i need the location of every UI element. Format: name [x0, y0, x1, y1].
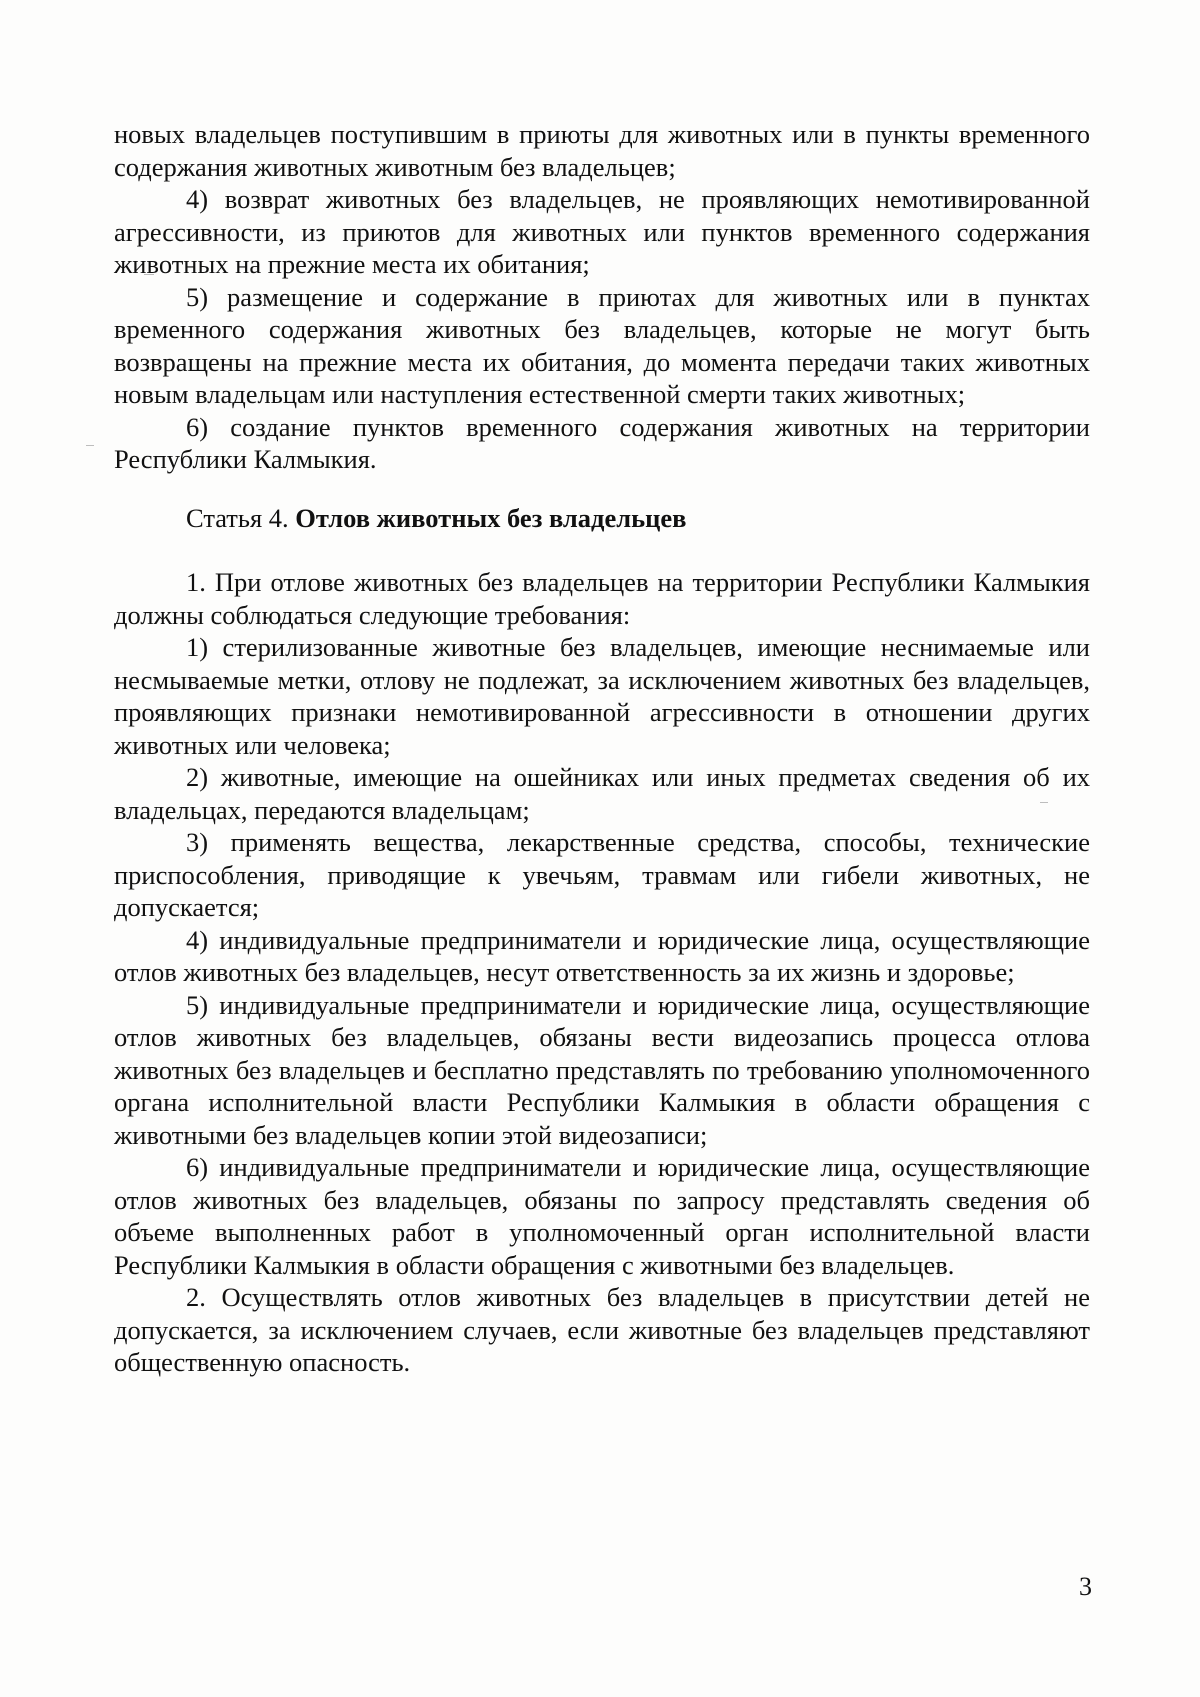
requirement-item-1: 1) стерилизованные животные без владельцев, имеющие неснимаемые или несмываемые метки, отлову не подлежат, за исключением животных без владельцев, проявляющих признаки немотивированной агрессивности в отношении других животных или человека;: [114, 632, 1090, 760]
list-item-5: 5) размещение и содержание в приютах для животных или в пунктах временного содержания животных без владельцев, которые не могут быть возвращены на прежние места их обитания, до момента передачи таких животных новым владельцам или наступления естественной смерти таких животных;: [114, 281, 1090, 409]
scan-artifact-line: [86, 445, 94, 446]
paragraph-continuation: новых владельцев поступившим в приюты для животных или в пункты временного содержания животных животным без владельцев;: [114, 119, 1090, 182]
requirement-item-5: 5) индивидуальные предприниматели и юридические лица, осуществляющие отлов животных без владельцев, обязаны вести видеозапись процесса отлова животных без владельцев и бесплатно представлять по требованию уполномоченного органа исполнительной власти Республики Калмыкия в области обращения с животными без владельцев копии этой видеозаписи;: [114, 989, 1090, 1150]
requirement-item-3: 3) применять вещества, лекарственные средства, способы, технические приспособления, приводящие к увечьям, травмам или гибели животных, не допускается;: [114, 827, 1090, 922]
document-body: [114, 118, 1090, 1379]
article-number: Статья 4.: [186, 502, 289, 533]
article-clause-2: 2. Осуществлять отлов животных без владельцев в присутствии детей не допускается, за исключением случаев, если животные без владельцев представляют общественную опасность.: [114, 1282, 1090, 1377]
article-clause-1: 1. При отлове животных без владельцев на территории Республики Калмыкия должны соблюдаться следующие требования:: [114, 567, 1090, 630]
list-item-6: 6) создание пунктов временного содержания животных на территории Республики Калмыкия.: [114, 411, 1090, 474]
article-title: Отлов животных без владельцев: [295, 502, 687, 533]
page-number: 3: [1079, 1572, 1092, 1601]
list-item-4: 4) возврат животных без владельцев, не проявляющих немотивированной агрессивности, из приютов для животных или пунктов временного содержания животных на прежние места их обитания;: [114, 184, 1090, 279]
requirement-item-2: 2) животные, имеющие на ошейниках или иных предметах сведения об их владельцах, передаются владельцам;: [114, 762, 1090, 825]
article-heading: [186, 502, 1090, 535]
requirement-item-4: 4) индивидуальные предприниматели и юридические лица, осуществляющие отлов животных без владельцев, несут ответственность за их жизнь и здоровье;: [114, 924, 1090, 987]
requirement-item-6: 6) индивидуальные предприниматели и юридические лица, осуществляющие отлов животных без владельцев, обязаны по запросу представлять сведения об объеме выполненных работ в уполномоченный орган исполнительной власти Республики Калмыкия в области обращения с животными без владельцев.: [114, 1152, 1090, 1280]
